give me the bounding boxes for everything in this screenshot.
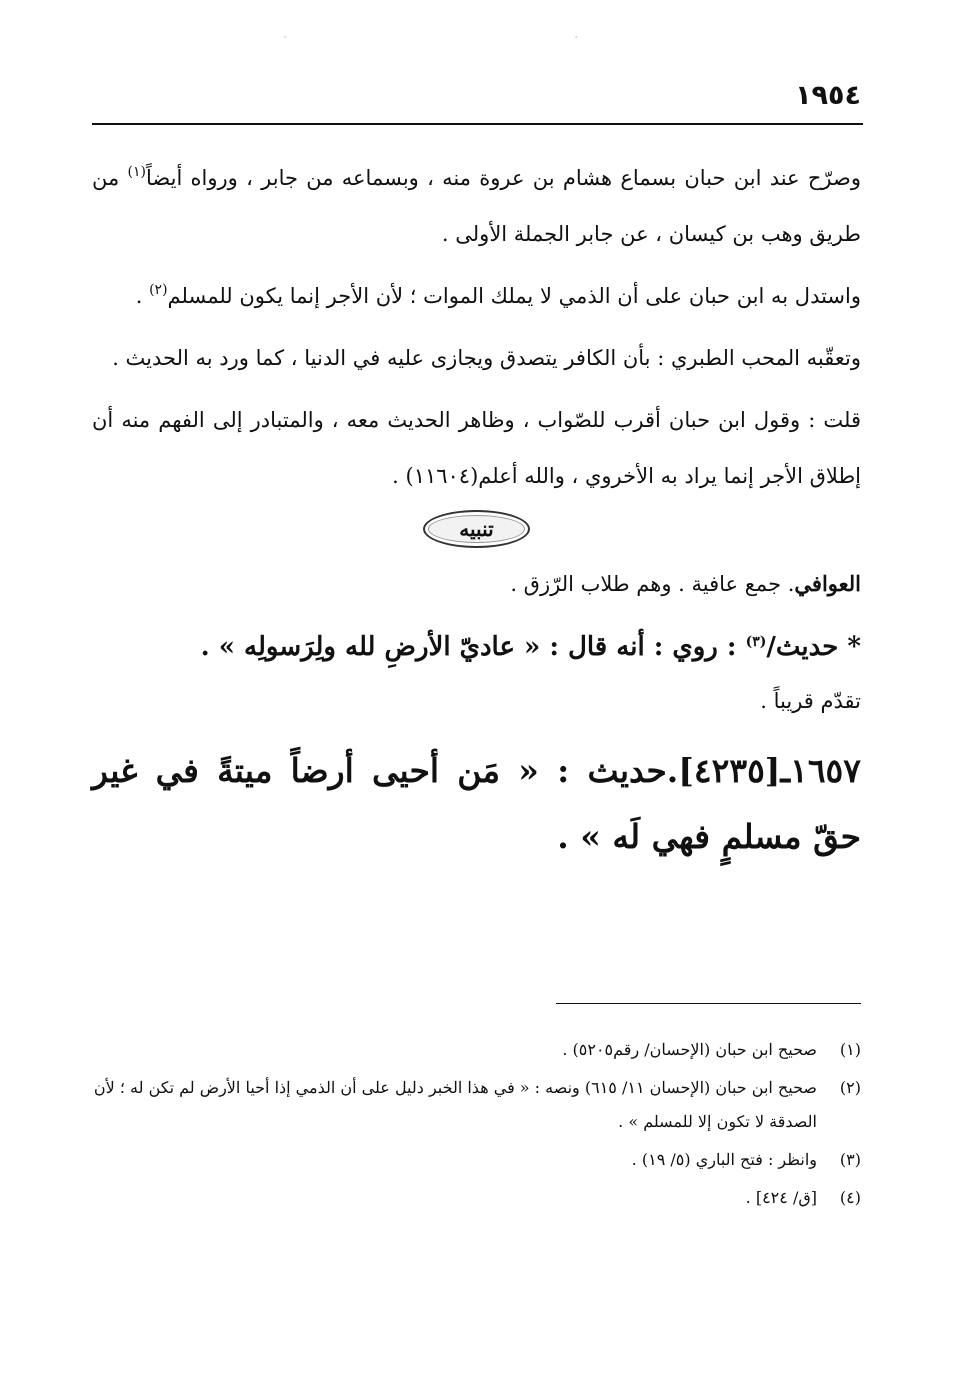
- page-number: ١٩٥٤: [795, 80, 861, 111]
- hadith-note: تقدّم قريباً .: [760, 689, 861, 713]
- header-rule: [92, 123, 863, 125]
- footnote-number: (٣): [839, 1150, 861, 1169]
- star-bullet: *: [847, 632, 861, 662]
- footnote-item: [92, 1143, 861, 1177]
- notice-label: تنبيه: [423, 510, 529, 548]
- paragraph: [92, 392, 861, 504]
- paragraph-text: قلت : وقول ابن حبان أقرب للصّواب ، وظاهر الحديث معه ، والمتبادر إلى الفهم منه أن إطلاق الأجر إنما يراد به الأخروي ، والله أعلم(١١٦٠٤) .: [92, 408, 861, 488]
- footnote-ref[interactable]: (١): [127, 164, 146, 180]
- hadith-heading: [92, 618, 861, 676]
- paragraph-text: وتعقّبه المحب الطبري : بأن الكافر يتصدق ويجازى عليه في الدنيا ، كما ورد به الحديث .: [112, 346, 861, 370]
- footnote-number: (٢): [839, 1078, 861, 1097]
- entry-number: ١٦٥٧ـ[٤٢٣٥]: [678, 751, 861, 790]
- hadith-text: : روي : أنه قال : « عاديّ الأرضِ لله ولِرَسولِه » .: [200, 632, 746, 662]
- scan-speck: ·: [283, 30, 288, 46]
- footnote-ref[interactable]: (٣): [745, 634, 767, 650]
- hadith-label: حديث/: [766, 632, 839, 662]
- paragraph: [92, 150, 861, 262]
- paragraph-text: من طريق وهب بن كيسان ، عن جابر الجملة الأولى .: [92, 166, 861, 246]
- main-text: [92, 150, 861, 870]
- hadith-entry: [92, 738, 861, 870]
- paragraph: [92, 330, 861, 386]
- gloss-text: . جمع عافية . وهم طلاب الرّزق .: [510, 572, 795, 596]
- entry-text: .حديث : « مَن أحيى أرضاً ميتةً في غير حقّ مسلمٍ فهي لَه » .: [92, 751, 861, 856]
- scan-speck: ·: [574, 30, 579, 46]
- footnote-number: (٤): [839, 1188, 861, 1207]
- footnote-item: [92, 1181, 861, 1215]
- notice-box: [92, 510, 861, 550]
- paragraph-text: واستدل به ابن حبان على أن الذمي لا يملك الموات ؛ لأن الأجر إنما يكون للمسلم: [167, 284, 861, 308]
- footnotes: [92, 1033, 861, 1219]
- footnote-separator: [556, 1003, 861, 1004]
- paragraph-text: .: [135, 284, 150, 308]
- footnote-ref[interactable]: (٢): [149, 282, 168, 298]
- paragraph-text: وصرّح عند ابن حبان بسماع هشام بن عروة منه ، وبسماعه من جابر ، ورواه أيضاً: [145, 166, 861, 190]
- gloss-line: [92, 556, 861, 612]
- footnote-text: [ق/ ٤٢٤] .: [745, 1188, 817, 1207]
- gloss-term: العوافي: [794, 571, 861, 596]
- footnote-item: [92, 1071, 861, 1139]
- footnote-number: (١): [839, 1040, 861, 1059]
- footnote-text: صحيح ابن حبان (الإحسان/ رقم٥٢٠٥) .: [562, 1040, 817, 1059]
- paragraph: [92, 268, 861, 324]
- footnote-text: وانظر : فتح الباري (٥/ ١٩) .: [631, 1150, 817, 1169]
- footnote-item: [92, 1033, 861, 1067]
- footnote-text: صحيح ابن حبان (الإحسان ١١/ ٦١٥) ونصه : « في هذا الخبر دليل على أن الذمي إذا أحيا الأرض لم تكن له ؛ لأن الصدقة لا تكون إلا للمسلم » .: [93, 1078, 817, 1131]
